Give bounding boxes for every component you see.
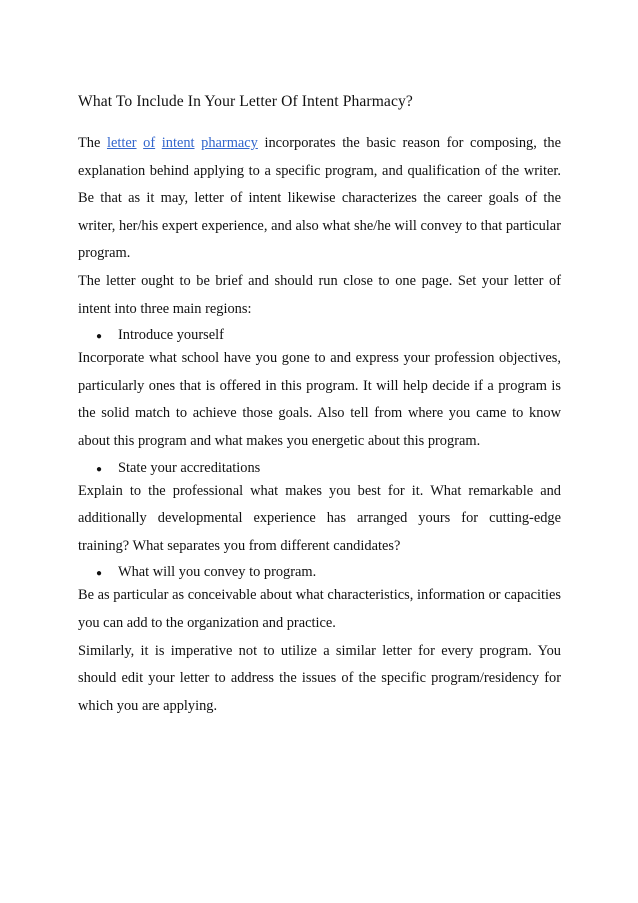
bullet-item-accreditations [78,458,561,480]
paragraph-closing: Similarly, it is imperative not to utilize a similar letter for every program. You should edit your letter to address the issues of the specific program/residency for which you are applying. [78,642,561,714]
page-title: What To Include In Your Letter Of Intent Pharmacy? [78,93,413,110]
bullet-label: Introduce yourself [118,327,224,344]
document-page [78,92,561,720]
intro-paragraph [78,130,561,268]
intro-suffix: incorporates the basic reason for composing, the explanation behind applying to a specific program, and qualification of the writer. Be that as it may, letter of intent likewise characterizes the career goals of the writer, her/his expert experience, and also what she/he will convey to that particular program. [78,135,561,262]
link-letter[interactable]: letter [106,135,137,151]
paragraph-introduce: Incorporate what school have you gone to and express your profession objectives, particularly ones that is offered in this program. It will help decide if a program is the solid match to achieve those goals. Also tell from where you came to know about this program and what makes you energetic about this program. [78,350,561,449]
link-intent[interactable]: intent [161,135,195,151]
bullet-icon: ● [96,568,103,580]
bullet-item-introduce [78,325,561,347]
bullet-label: What will you convey to program. [118,564,317,581]
bullet-icon: ● [96,331,103,343]
bullet-label: State your accreditations [118,459,261,476]
bullet-item-convey [78,562,561,584]
paragraph-structure: The letter ought to be brief and should run close to one page. Set your letter of intent into three main regions: [78,272,561,317]
intro-prefix: The [78,135,107,151]
link-of[interactable]: of [143,135,156,151]
paragraph-convey: Be as particular as conceivable about what characteristics, information or capacities you can add to the organization and practice. [78,587,561,631]
bullet-icon: ● [96,463,103,475]
paragraph-accreditations: Explain to the professional what makes you best for it. What remarkable and additionally developmental experience has arranged yours for cutting-edge training? What separates you from different candidates? [78,482,561,554]
link-pharmacy[interactable]: pharmacy [201,135,258,151]
